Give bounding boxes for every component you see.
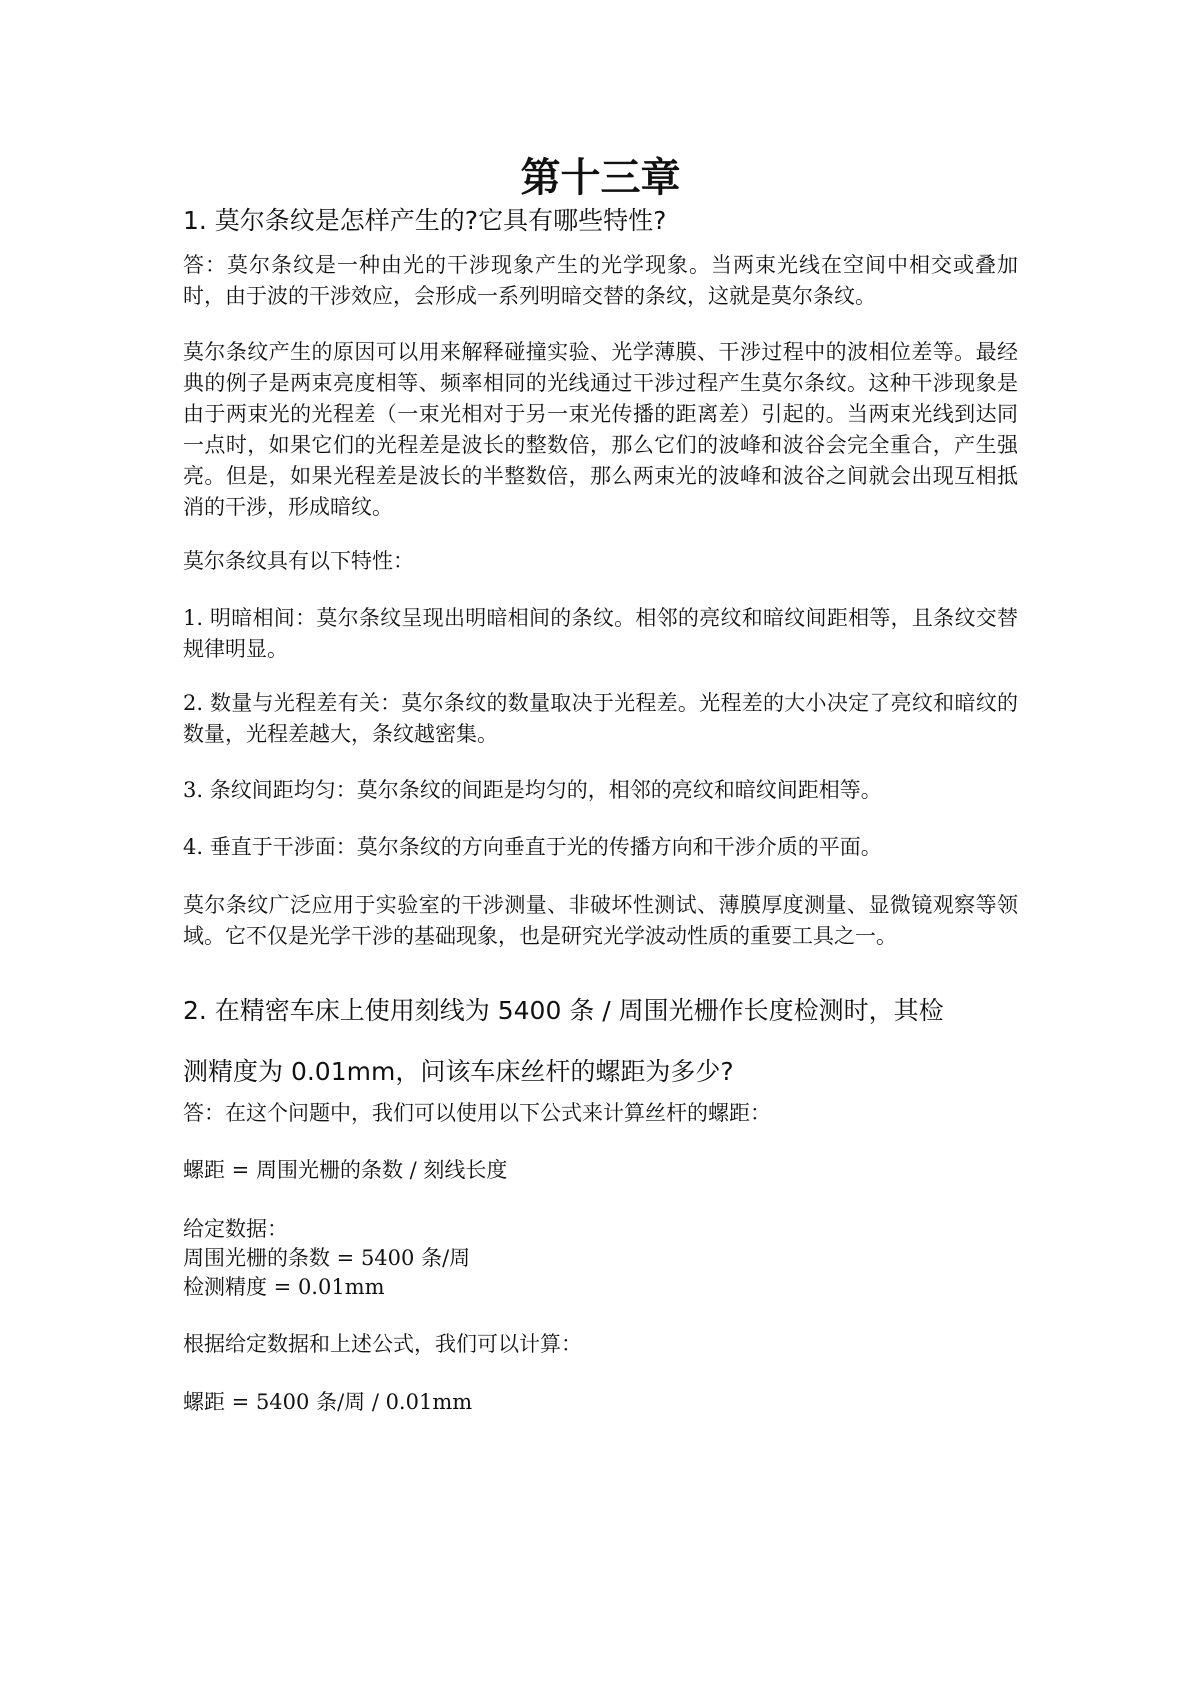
question-2-answer-intro: 答：在这个问题中，我们可以使用以下公式来计算丝杆的螺距： [183,1101,771,1125]
question-1-answer-paragraph-2: 莫尔条纹产生的原因可以用来解释碰撞实验、光学薄膜、干涉过程中的波相位差等。最经典的例子是两束亮度相等、频率相同的光线通过干涉过程产生莫尔条纹。这种干涉现象是由于两束光的光程差（一束光相对于另一束光传播的距离差）引起的。当两束光线到达同一点时，如果它们的光程差是波长的整数倍，那么它们的波峰和波谷会完全重合，产生强亮。但是，如果光程差是波长的半整数倍，那么两束光的波峰和波谷之间就会出现互相抵消的干涉，形成暗纹。 [183,340,1018,519]
question-2-given-1: 周围光栅的条数 = 5400 条/周 [183,1246,471,1270]
question-1-conclusion: 莫尔条纹广泛应用于实验室的干涉测量、非破坏性测试、薄膜厚度测量、显微镜观察等领域。它不仅是光学干涉的基础现象，也是研究光学波动性质的重要工具之一。 [183,893,1018,948]
question-2-calc-intro: 根据给定数据和上述公式，我们可以计算： [183,1332,582,1356]
question-1-feature-3: 3. 条纹间距均匀：莫尔条纹的间距是均匀的，相邻的亮纹和暗纹间距相等。 [183,778,882,802]
question-1-features-intro: 莫尔条纹具有以下特性： [183,549,414,573]
question-2-heading-line-2: 测精度为 0.01mm，问该车床丝杆的螺距为多少? [183,1057,734,1086]
question-2-given-2: 检测精度 = 0.01mm [183,1275,385,1299]
question-2-calc: 螺距 = 5400 条/周 / 0.01mm [183,1390,473,1414]
question-2-heading-line-1: 2. 在精密车床上使用刻线为 5400 条 / 周围光栅作长度检测时，其检 [183,996,944,1025]
question-1-heading: 1. 莫尔条纹是怎样产生的?它具有哪些特性? [183,206,667,235]
question-1-answer-paragraph-1: 答：莫尔条纹是一种由光的干涉现象产生的光学现象。当两束光线在空间中相交或叠加时，由于波的干涉效应，会形成一系列明暗交替的条纹，这就是莫尔条纹。 [183,253,1018,308]
question-1-feature-1: 1. 明暗相间：莫尔条纹呈现出明暗相间的条纹。相邻的亮纹和暗纹间距相等，且条纹交替规律明显。 [183,606,1018,661]
question-2-given-label: 给定数据： [183,1217,288,1241]
question-1-feature-2: 2. 数量与光程差有关：莫尔条纹的数量取决于光程差。光程差的大小决定了亮纹和暗纹的数量，光程差越大，条纹越密集。 [183,691,1018,746]
question-1-feature-4: 4. 垂直于干涉面：莫尔条纹的方向垂直于光的传播方向和干涉介质的平面。 [183,835,882,859]
question-2-formula: 螺距 = 周围光栅的条数 / 刻线长度 [183,1158,508,1182]
chapter-title: 第十三章 [520,155,681,201]
